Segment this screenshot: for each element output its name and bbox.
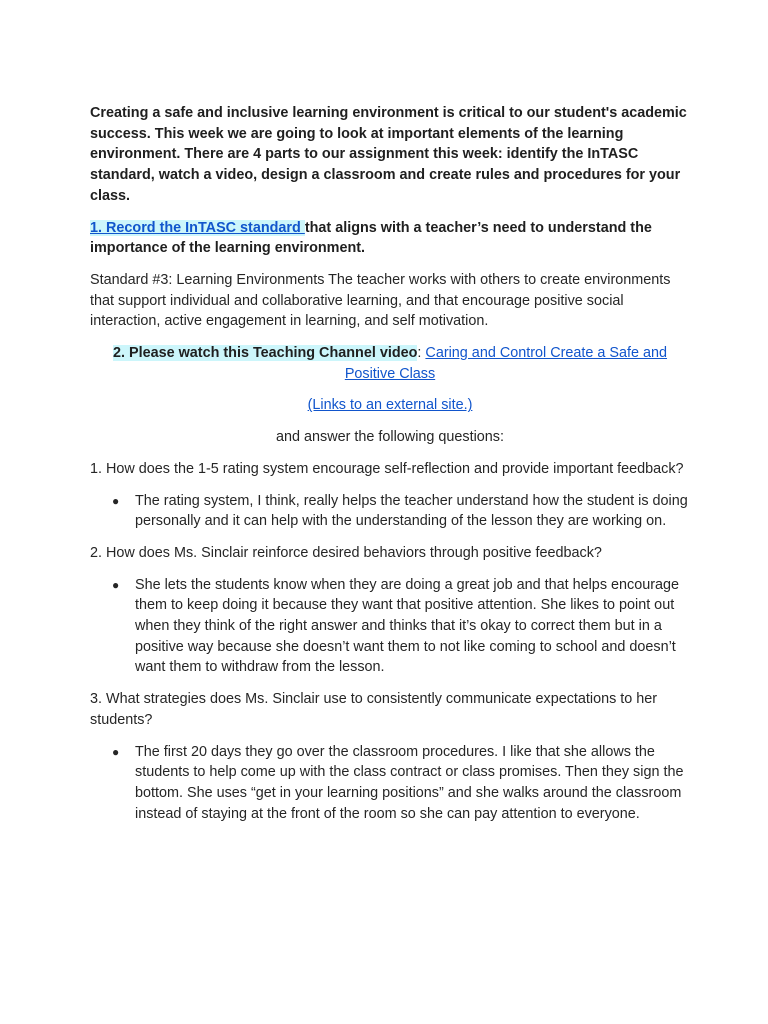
bullet-icon: ● [112, 577, 120, 592]
document-page [90, 103, 690, 835]
step2-label: 2. Please watch this Teaching Channel video [112, 345, 418, 362]
list-item [90, 742, 690, 825]
answer-list-2 [90, 575, 690, 679]
step2-paragraph [90, 343, 690, 384]
answer-prompt: and answer the following questions: [276, 429, 504, 446]
step2-colon: : [417, 345, 426, 362]
external-link-paragraph [90, 395, 690, 416]
standard-paragraph: Standard #3: Learning Environments The teacher works with others to create environments that support individual and collaborative learning, and that encourage positive social interaction, active engagement in learning, and self motivation. [90, 271, 671, 330]
question-2: 2. How does Ms. Sinclair reinforce desired behaviors through positive feedback? [90, 544, 602, 561]
step1-paragraph [90, 218, 690, 259]
answer-3: The first 20 days they go over the classroom procedures. I like that she allows the students to help come up with the class contract or class promises. Then they sign the bottom. She uses “get in your learning positions” and she walks around the classroom instead of staying at the front of the room so she can pay attention to everyone. [135, 743, 684, 822]
video-link[interactable]: Caring and Control Create a Safe and Positive Class [344, 345, 668, 382]
answer-2: She lets the students know when they are doing a great job and that helps encourage them to keep doing it because they want that positive attention. She likes to point out when they think of the right answer and thinks that it’s okay to correct them but in a positive way because she doesn’t want them to not like coming to school and doesn’t want them to withdraw from the lesson. [135, 576, 680, 676]
question-1: 1. How does the 1-5 rating system encourage self-reflection and provide important feedback? [90, 460, 684, 477]
answer-1: The rating system, I think, really helps the teacher understand how the student is doing personally and it can help with the understanding of the lesson they are working on. [135, 492, 688, 530]
answer-list-1 [90, 491, 690, 532]
answer-list-3 [90, 742, 690, 825]
intro-paragraph: Creating a safe and inclusive learning environment is critical to our student's academic success. This week we are going to look at important elements of the learning environment. There are 4 parts to our assignment this week: identify the InTASC standard, watch a video, design a classroom and create rules and procedures for your class. [90, 105, 687, 204]
bullet-icon: ● [112, 744, 120, 759]
question-3: 3. What strategies does Ms. Sinclair use to consistently communicate expectations to her students? [90, 691, 658, 728]
intasc-standard-link[interactable]: 1. Record the InTASC standard [90, 219, 305, 236]
bullet-icon: ● [112, 493, 120, 508]
step1-text: that aligns with a teacher’s need to understand the importance of the learning environment. [90, 219, 652, 257]
list-item [90, 491, 690, 532]
list-item [90, 575, 690, 679]
external-site-link[interactable]: (Links to an external site.) [307, 397, 473, 414]
